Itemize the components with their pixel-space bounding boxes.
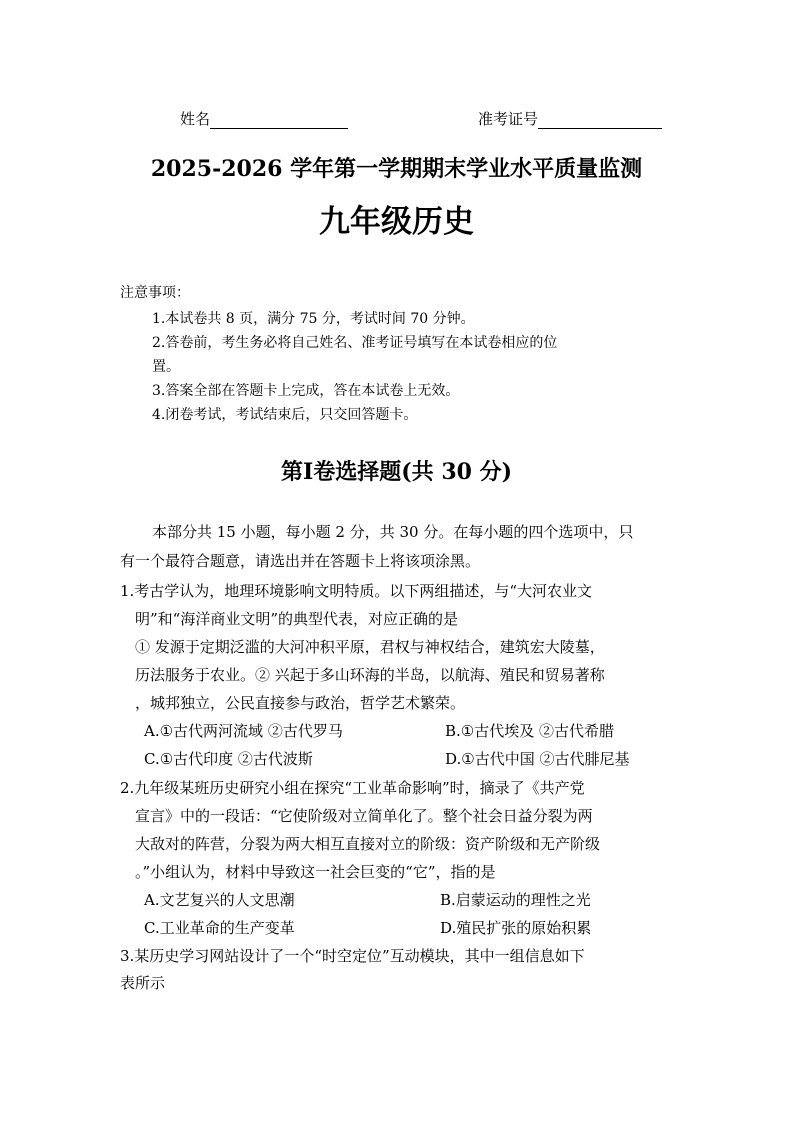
exam-id-label: 准考证号	[478, 110, 539, 128]
question-1-text: ① 发源于定期泛滥的大河冲积平原，君权与神权结合，建筑宏大陵墓，	[135, 638, 605, 656]
question-1-option-a: A.①古代两河流域 ②古代罗马	[144, 722, 343, 740]
question-2-option-a: A.文艺复兴的人文思潮	[144, 891, 295, 909]
question-2-option-b: B.启蒙运动的理性之光	[440, 891, 591, 909]
question-3-text: 表所示	[120, 974, 166, 992]
question-2-text: 。”小组认为，材料中导致这一社会巨变的“它”，指的是	[135, 863, 496, 881]
name-field-row	[180, 108, 348, 129]
notes-heading: 注意事项：	[120, 285, 190, 301]
question-1-text: 明”和“海洋商业文明”的典型代表，对应正确的是	[135, 610, 459, 628]
question-2-option-d: D.殖民扩张的原始积累	[440, 919, 592, 937]
question-1-option-c: C.①古代印度 ②古代波斯	[144, 750, 313, 768]
note-item: 4.闭卷考试，考试结束后，只交回答题卡。	[152, 407, 418, 423]
note-item: 1.本试卷共 8 页，满分 75 分，考试时间 70 分钟。	[152, 311, 475, 327]
question-3-text: 3.某历史学习网站设计了一个“时空定位”互动模块，其中一组信息如下	[120, 947, 585, 965]
name-blank	[210, 110, 348, 129]
question-1-option-d: D.①古代中国 ②古代腓尼基	[445, 750, 630, 768]
subject-title: 九年级历史	[319, 204, 474, 240]
question-1-option-b: B.①古代埃及 ②古代希腊	[445, 722, 615, 740]
name-label: 姓名	[180, 110, 211, 128]
question-2-text: 2.九年级某班历史研究小组在探究“工业革命影响”时，摘录了《共产党	[120, 779, 585, 797]
question-1-text: 1.考古学认为，地理环境影响文明特质。以下两组描述，与“大河农业文	[120, 582, 592, 600]
exam-id-blank	[538, 110, 662, 129]
section-title: 第Ⅰ卷选择题(共 30 分)	[280, 459, 513, 485]
section-intro-line: 有一个最符合题意，请选出并在答题卡上将该项涂黑。	[120, 552, 481, 570]
exam-title: 2025-2026 学年第一学期期末学业水平质量监测	[150, 156, 643, 182]
question-1-text: ，城邦独立，公民直接参与政治，哲学艺术繁荣。	[135, 694, 466, 712]
exam-id-field-row	[478, 108, 662, 129]
question-1-text: 历法服务于农业。② 兴起于多山环海的半岛，以航海、殖民和贸易著称	[135, 666, 605, 684]
note-item: 置。	[152, 359, 180, 375]
question-2-option-c: C.工业革命的生产变革	[144, 919, 295, 937]
note-item: 3.答案全部在答题卡上完成，答在本试卷上无效。	[152, 383, 460, 399]
section-intro-line: 本部分共 15 小题，每小题 2 分，共 30 分。在每小题的四个选项中，只	[152, 523, 634, 541]
question-2-text: 大敌对的阵营，分裂为两大相互直接对立的阶级：资产阶级和无产阶级	[135, 835, 601, 853]
question-2-text: 宣言》中的一段话：“它使阶级对立简单化了。整个社会日益分裂为两	[135, 807, 593, 825]
note-item: 2.答卷前，考生务必将自己姓名、准考证号填写在本试卷相应的位	[152, 335, 558, 351]
